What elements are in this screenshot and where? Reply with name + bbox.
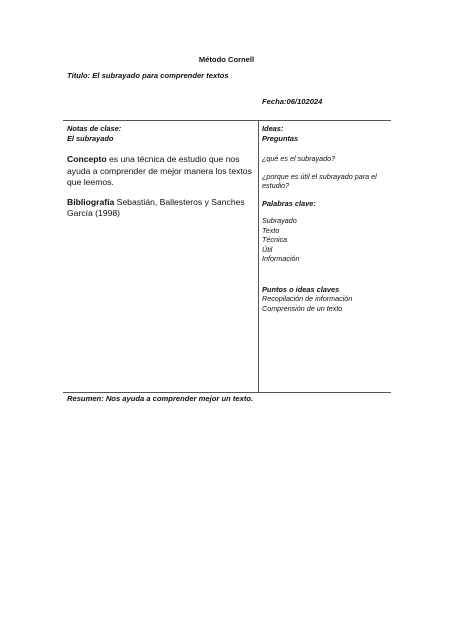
keyword-item: Subrayado	[262, 216, 297, 225]
question-item: ¿qué es el subrayado?	[262, 154, 336, 163]
key-points-header: Puntos o ideas claves	[262, 284, 340, 294]
keyword-item: Técnica	[262, 235, 288, 244]
questions-header: Preguntas	[262, 133, 299, 143]
column-divider	[258, 120, 259, 392]
date-line: Fecha:06/102024	[262, 97, 323, 106]
bibliography-label: Bibliografía	[67, 196, 115, 207]
concept-text: es una técnica de estudio que nos ayuda a comprender de mejor manera los textos que leemos.	[67, 154, 252, 188]
question-item: ¿porque es útil el subrayado para el estudio?	[262, 171, 377, 190]
keywords-header: Palabras clave:	[262, 198, 316, 208]
keyword-item: Texto	[262, 225, 280, 235]
class-notes-column	[67, 124, 255, 220]
topic-title-line: Título: El subrayado para comprender textos	[67, 71, 229, 80]
class-notes-header: Notas de clase:	[67, 124, 122, 133]
ideas-header: Ideas:	[262, 124, 284, 133]
class-notes-topic: El subrayado	[67, 133, 114, 143]
key-point-item: Comprensión de un texto	[262, 303, 343, 313]
bibliography-text: Sebastián, Ballesteros y Sanches García (1998)	[67, 196, 245, 219]
keyword-item: Información	[262, 254, 300, 263]
bibliography-paragraph	[67, 197, 255, 220]
key-point-item: Recopilación de información	[262, 294, 353, 303]
keyword-item: Útil	[262, 244, 273, 254]
document-title: Método Cornell	[198, 55, 255, 64]
ideas-column	[262, 124, 388, 313]
concept-paragraph	[67, 154, 255, 189]
summary-line: Resumen: Nos ayuda a comprender mejor un texto.	[67, 394, 254, 403]
concept-label: Concepto	[67, 154, 107, 164]
